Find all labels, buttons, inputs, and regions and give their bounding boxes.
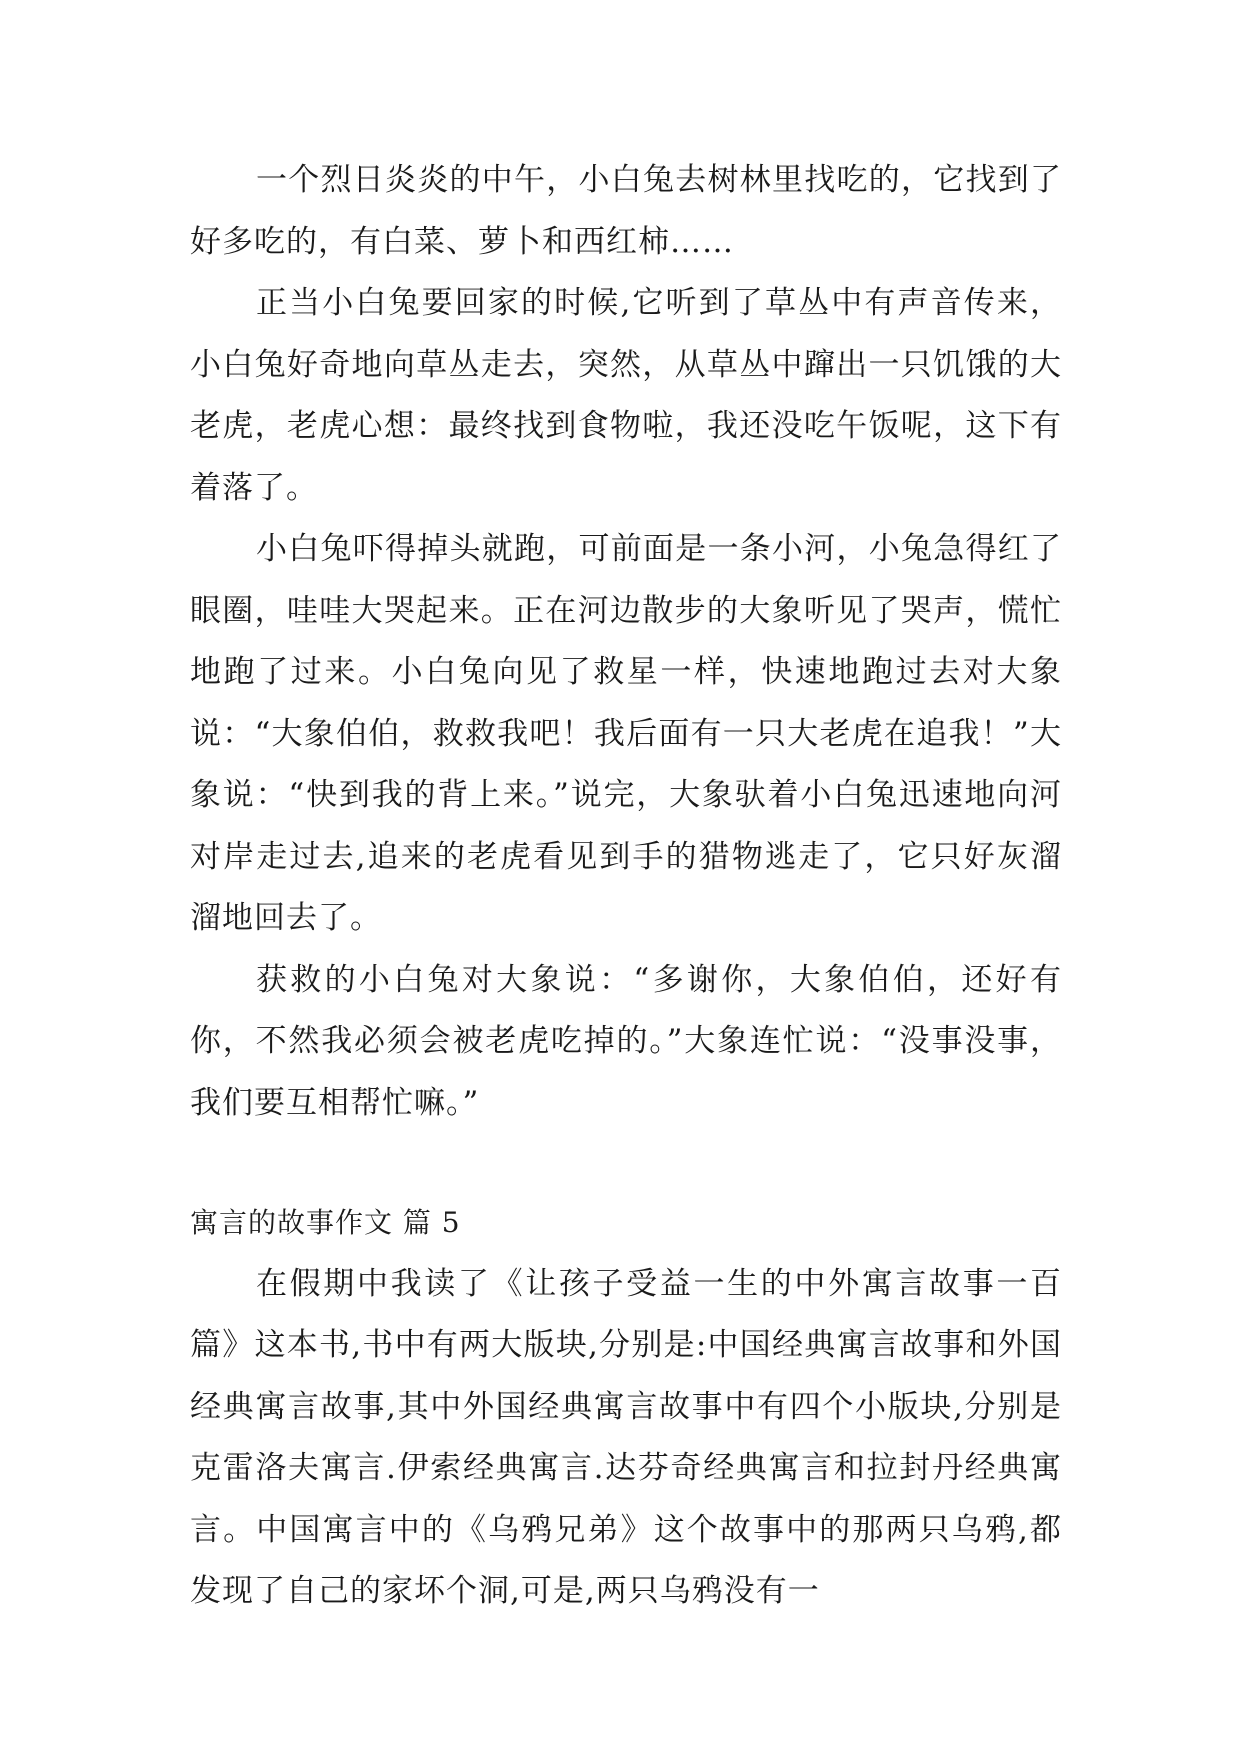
- story-paragraph-2: 正当小白兔要回家的时候,它听到了草丛中有声音传来，小白兔好奇地向草丛走去，突然，从草丛中蹿出一只饥饿的大老虎，老虎心想：最终找到食物啦，我还没吃午饭呢，这下有着落了。: [190, 285, 1062, 506]
- section-heading: 寓言的故事作文 篇 5: [190, 1206, 461, 1239]
- section-paragraph-1: 在假期中我读了《让孩子受益一生的中外寓言故事一百篇》这本书,书中有两大版块,分别是:中国经典寓言故事和外国经典寓言故事,其中外国经典寓言故事中有四个小版块,分别是克雷洛夫寓言.伊索经典寓言.达芬奇经典寓言和拉封丹经典寓言。中国寓言中的《乌鸦兄弟》这个故事中的那两只乌鸦,都发现了自己的家坏个洞,可是,两只乌鸦没有一: [190, 1265, 1062, 1609]
- story-paragraph-1: 一个烈日炎炎的中午，小白兔去树林里找吃的，它找到了好多吃的，有白菜、萝卜和西红柿……: [190, 162, 1062, 260]
- story-paragraph-4: 获救的小白兔对大象说：“多谢你，大象伯伯，还好有你，不然我必须会被老虎吃掉的。”大象连忙说：“没事没事，我们要互相帮忙嘛。”: [190, 961, 1062, 1121]
- story-paragraph-3: 小白兔吓得掉头就跑，可前面是一条小河，小兔急得红了眼圈，哇哇大哭起来。正在河边散步的大象听见了哭声，慌忙地跑了过来。小白兔向见了救星一样，快速地跑过去对大象说：“大象伯伯，救救我吧！我后面有一只大老虎在追我！”大象说：“快到我的背上来。”说完，大象驮着小白兔迅速地向河对岸走过去,追来的老虎看见到手的猎物逃走了，它只好灰溜溜地回去了。: [190, 531, 1062, 936]
- document-page: [190, 150, 1062, 1623]
